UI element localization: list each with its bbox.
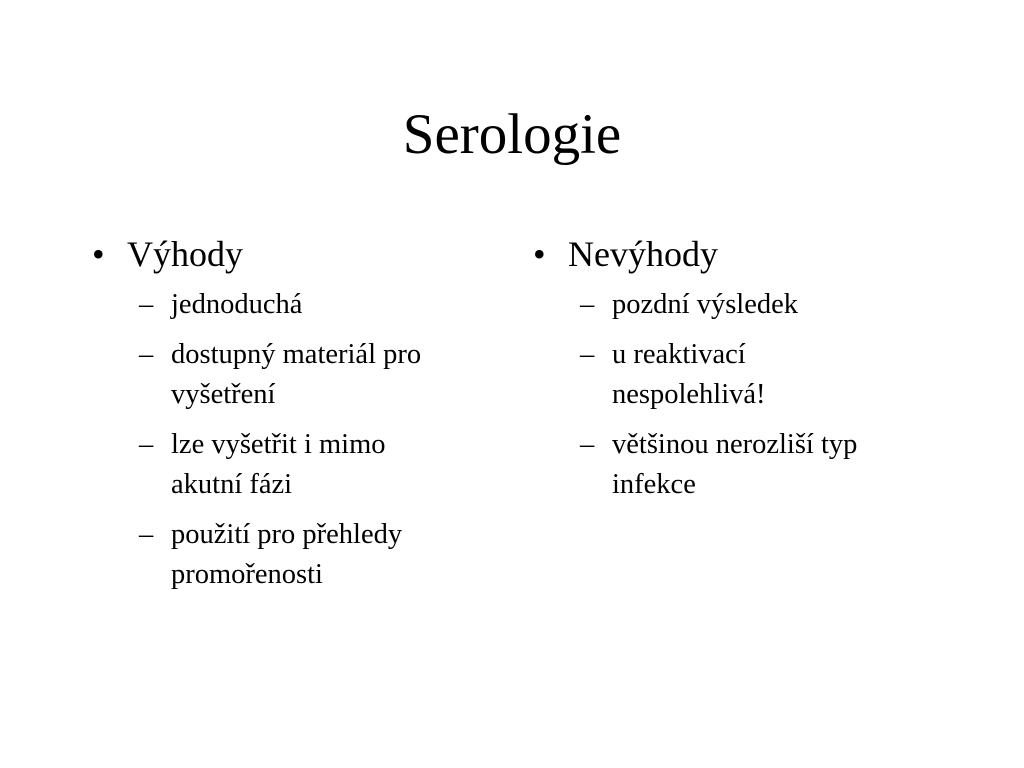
disadvantages-list	[533, 285, 933, 505]
bullet-heading-advantages	[92, 233, 492, 275]
list-item-text: vyšetření	[171, 379, 276, 410]
bullet-icon: •	[92, 234, 105, 274]
list-item-text: použití pro přehledy	[171, 519, 403, 550]
dash-icon: –	[139, 339, 154, 370]
advantages-list	[92, 285, 492, 595]
heading-label: Výhody	[127, 234, 243, 274]
bullet-icon: •	[533, 234, 546, 274]
dash-icon: –	[139, 289, 154, 320]
list-item	[92, 515, 492, 595]
list-item	[92, 425, 492, 505]
dash-icon: –	[580, 289, 595, 320]
list-item-text: jednoduchá	[171, 289, 303, 320]
list-item-text: akutní fázi	[171, 469, 293, 500]
list-item	[533, 335, 933, 415]
column-disadvantages	[533, 233, 933, 515]
list-item	[533, 285, 933, 325]
list-item-text: nespolehlivá!	[612, 379, 766, 410]
list-item-text: dostupný materiál pro	[171, 339, 422, 370]
dash-icon: –	[139, 519, 154, 550]
heading-label: Nevýhody	[568, 234, 718, 274]
dash-icon: –	[139, 429, 154, 460]
list-item-text: většinou nerozliší typ	[612, 429, 858, 460]
list-item-text: pozdní výsledek	[612, 289, 799, 320]
list-item	[92, 285, 492, 325]
slide-title: Serologie	[402, 103, 622, 166]
list-item	[92, 335, 492, 415]
list-item-text: promořenosti	[171, 559, 323, 590]
dash-icon: –	[580, 429, 595, 460]
column-advantages	[92, 233, 492, 605]
list-item-text: infekce	[612, 469, 696, 500]
dash-icon: –	[580, 339, 595, 370]
list-item-text: lze vyšetřit i mimo	[171, 429, 386, 460]
list-item	[533, 425, 933, 505]
list-item-text: u reaktivací	[612, 339, 746, 370]
bullet-heading-disadvantages	[533, 233, 933, 275]
